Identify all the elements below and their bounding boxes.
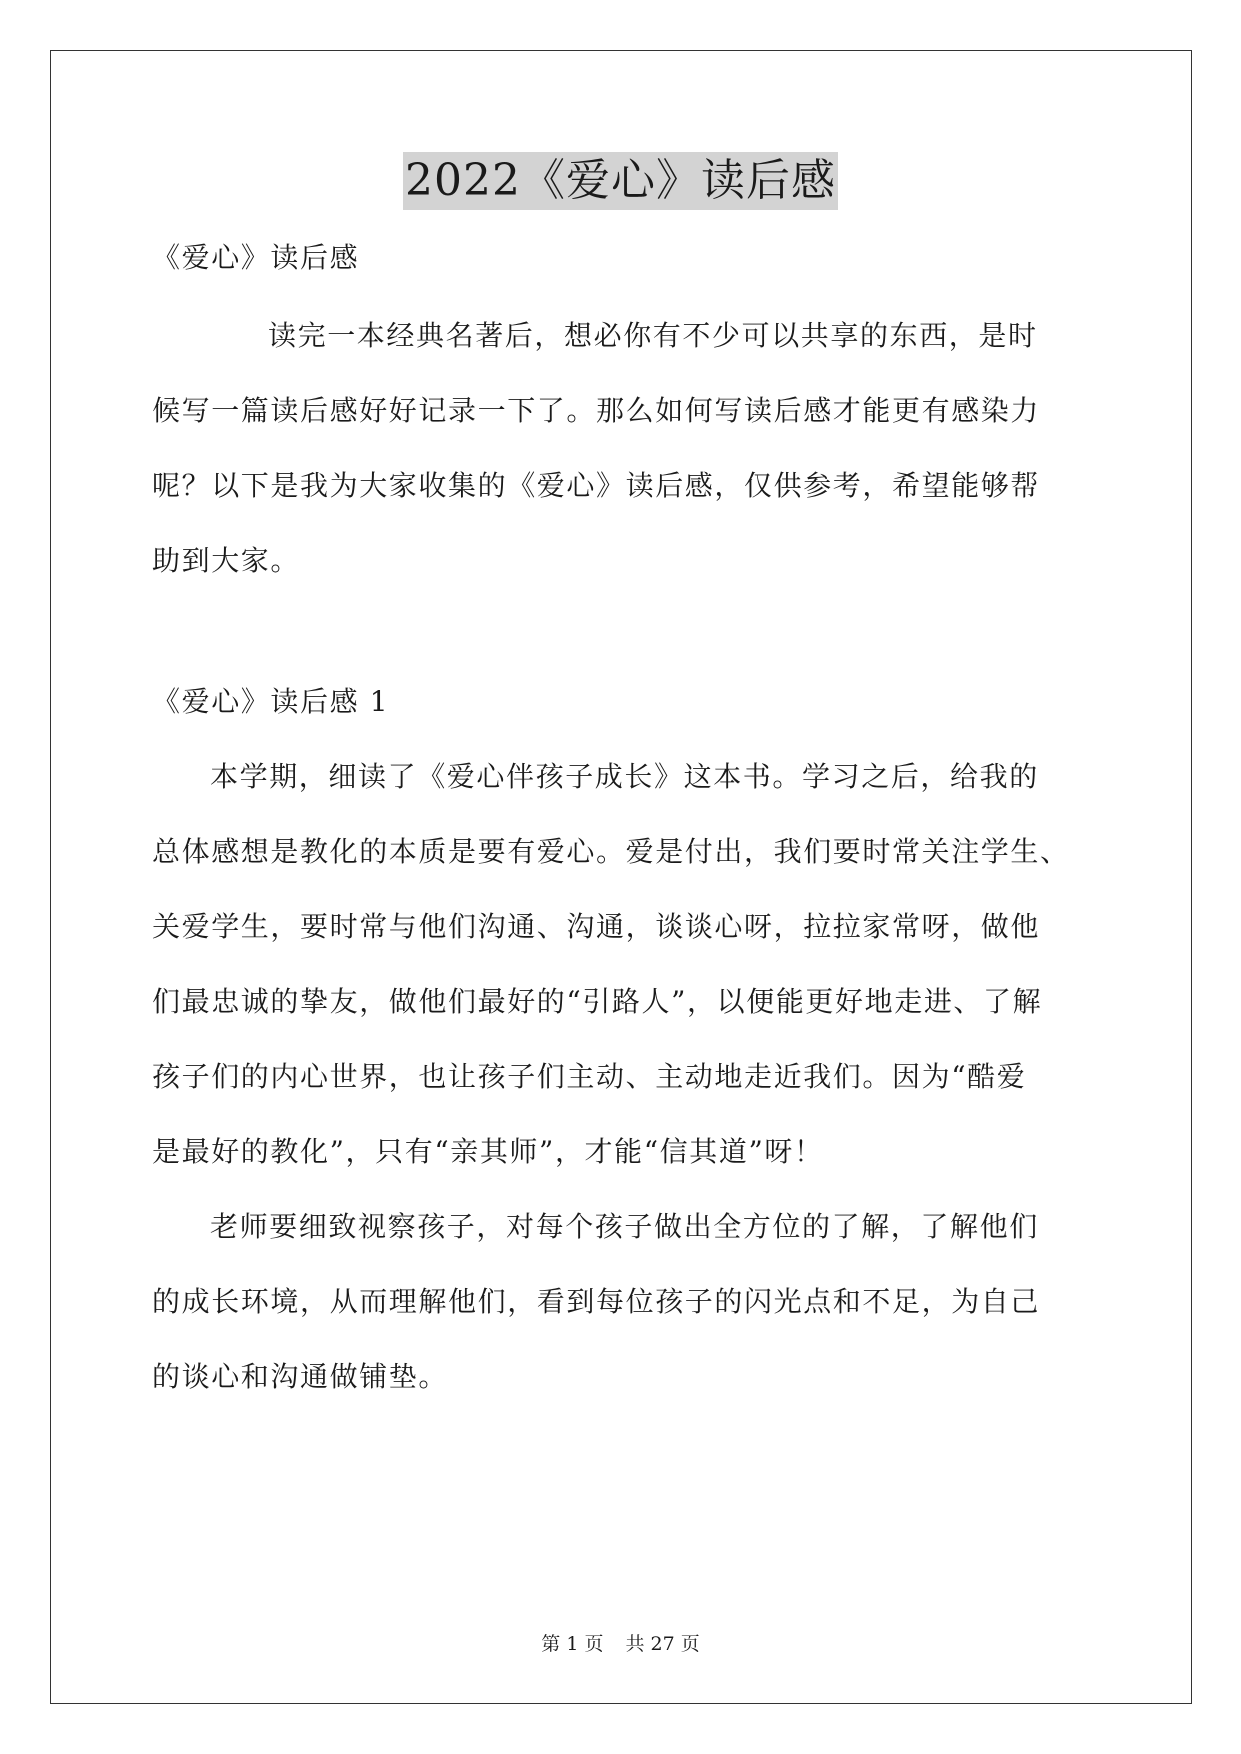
page-border bbox=[50, 50, 1192, 1704]
page-number: 第 1 页 bbox=[541, 1633, 604, 1655]
paragraph-line: 本学期，细读了《爱心伴孩子成长》这本书。学习之后，给我的 bbox=[210, 760, 1039, 793]
section-heading: 《爱心》读后感 1 bbox=[152, 685, 390, 718]
paragraph-line: 老师要细致视察孩子，对每个孩子做出全方位的了解，了解他们 bbox=[210, 1210, 1039, 1243]
paragraph-line: 们最忠诚的挚友，做他们最好的“引路人”，以便能更好地走进、了解 bbox=[152, 985, 1043, 1018]
paragraph-line: 的成长环境，从而理解他们，看到每位孩子的闪光点和不足，为自己 bbox=[152, 1285, 1041, 1318]
document-title: 2022《爱心》读后感 bbox=[403, 152, 838, 210]
intro-line: 呢？以下是我为大家收集的《爱心》读后感，仅供参考，希望能够帮 bbox=[152, 469, 1041, 502]
paragraph-line: 总体感想是教化的本质是要有爱心。爱是付出，我们要时常关注学生、 bbox=[152, 835, 1070, 868]
subtitle: 《爱心》读后感 bbox=[152, 241, 360, 274]
intro-line: 候写一篇读后感好好记录一下了。那么如何写读后感才能更有感染力 bbox=[152, 394, 1041, 427]
page-footer bbox=[0, 1632, 1241, 1656]
paragraph-line: 孩子们的内心世界，也让孩子们主动、主动地走近我们。因为“酷爱 bbox=[152, 1060, 1027, 1093]
intro-line: 助到大家。 bbox=[152, 544, 301, 577]
intro-line: 读完一本经典名著后，想必你有不少可以共享的东西，是时 bbox=[268, 319, 1038, 352]
title-container bbox=[0, 152, 1241, 210]
paragraph-line: 关爱学生，要时常与他们沟通、沟通，谈谈心呀，拉拉家常呀，做他 bbox=[152, 910, 1041, 943]
paragraph-line: 是最好的教化”，只有“亲其师”，才能“信其道”呀！ bbox=[152, 1135, 824, 1168]
paragraph-line: 的谈心和沟通做铺垫。 bbox=[152, 1360, 449, 1393]
page-total: 共 27 页 bbox=[625, 1633, 700, 1655]
